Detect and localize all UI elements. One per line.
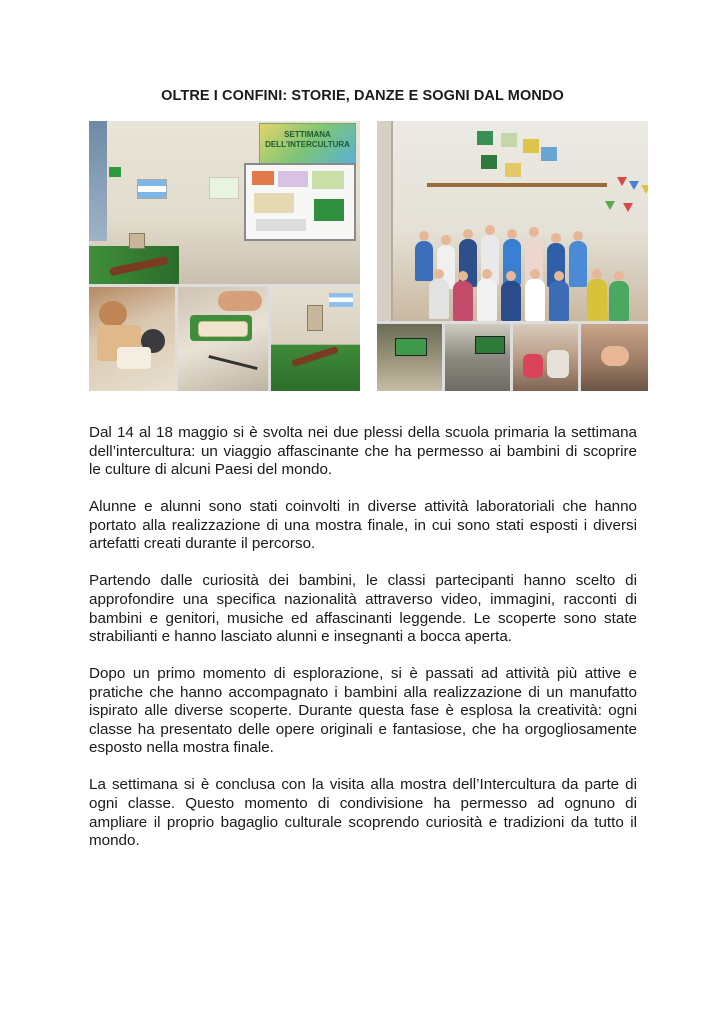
banner-lettering: SETTIMANA DELL'INTERCULTURA	[265, 130, 350, 149]
video-lesson-photo	[377, 324, 442, 391]
students-desk-photo	[513, 324, 578, 391]
classroom-screen-photo	[445, 324, 510, 391]
paragraph-5: La settimana si è conclusa con la visita alla mostra dell’Intercultura da parte di ogni classe. Questo momento di condivisione ha permesso ad ognuno di ampliare il proprio bagaglio culturale scoprendo curiosità e tradizioni da tutto il mondo.	[89, 776, 637, 850]
clay-model-photo	[178, 287, 268, 391]
whiteboard	[244, 163, 356, 241]
snake-model-photo	[271, 287, 360, 391]
children-crafting-photo	[89, 287, 175, 391]
paragraph-1: Dal 14 al 18 maggio si è svolta nei due plessi della scuola primaria la settimana dell’intercultura: un viaggio affascinante che ha permesso ai bambini di scoprire le culture di alcuni Paesi del mondo.	[89, 424, 637, 479]
flag-poster	[137, 179, 167, 199]
class-group-photo	[377, 121, 648, 321]
article-body	[89, 424, 637, 869]
hands-together-photo	[581, 324, 648, 391]
intercultura-banner	[259, 123, 356, 167]
classroom-exhibit-photo	[89, 121, 360, 284]
photo-collage-right	[377, 121, 648, 391]
paragraph-4: Dopo un primo momento di esplorazione, si è passati ad attività più attive e pratiche che hanno accompagnato i bambini alla realizzazione di un manufatto ispirato alle diverse scoperte. Durante questa fase è esplosa la creatività: ogni classe ha presentato delle opere originali e fantasiose, che ha orgogliosamente esposto nella mostra finale.	[89, 665, 637, 757]
page-title: OLTRE I CONFINI: STORIE, DANZE E SOGNI DAL MONDO	[161, 88, 564, 104]
paragraph-3: Partendo dalle curiosità dei bambini, le classi partecipanti hanno scelto di approfondire una specifica nazionalità attraverso video, immagini, racconti di bambini e genitori, musiche ed affascinanti leggende. Le scoperte sono state strabilianti e hanno lasciato alunni e insegnanti a bocca aperta.	[89, 572, 637, 646]
photo-collage-left	[89, 121, 360, 391]
paragraph-2: Alunne e alunni sono stati coinvolti in diverse attività laboratoriali che hanno portato alla realizzazione di una mostra finale, in cui sono stati esposti i diversi artefatti creati durante il percorso.	[89, 498, 637, 553]
